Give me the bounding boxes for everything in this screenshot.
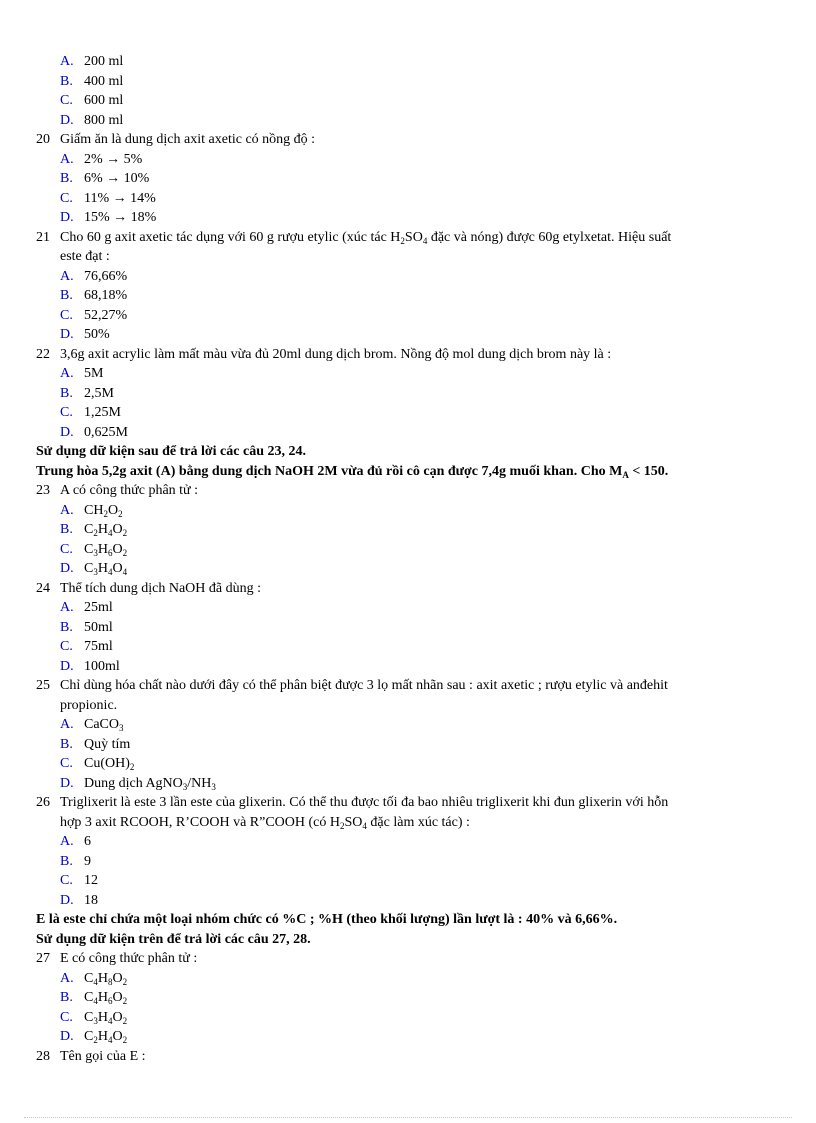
q26-question: 26 Triglixerit là este 3 lần este của glixerin. Có thể thu được tối đa bao nhiêu triglixerit khi đun glixerin với hỗn — [36, 795, 669, 810]
instruction-27-28: Sử dụng dữ kiện trên để trả lời các câu 27, 28. — [36, 931, 311, 947]
q25-option-c: C. $Cu(OH)_2$ — [60, 756, 135, 772]
data-23-24: Trung hòa 5,2g axit (A) bằng dung dịch NaOH 2M vừa đủ rồi cô cạn được 7,4g muối khan. Cho $M_A < 150$. — [36, 463, 669, 480]
q23-option-a: A. $CH_2O_2$ — [60, 502, 123, 519]
q27-option-b: B. $C_4H_6O_2$ — [60, 990, 128, 1006]
q25-option-b: B. Quỳ tím — [60, 736, 131, 752]
q21-question: 21 Cho 60 g axit axetic tác dụng với 60 g rượu etylic (xúc tác $H_2SO_4$ đặc và nóng) được 60g etylxetat. Hiệu suất — [36, 229, 672, 246]
page-bottom-divider — [24, 1117, 792, 1118]
q26-option-b: B. 9 — [60, 853, 91, 869]
instruction-23-24: Sử dụng dữ kiện sau để trả lời các câu 23, 24. — [36, 444, 306, 459]
q21-option-d: D. 50% — [60, 327, 110, 342]
q19-option-c: C. 600 ml — [60, 93, 124, 108]
q26-option-a: A. 6 — [60, 834, 91, 849]
q23-option-b: B. $C_2H_4O_2$ — [60, 522, 128, 538]
q20-option-d: D. 15% → 18% — [60, 210, 157, 225]
q27-question: 27 E có công thức phân tử : — [36, 951, 198, 966]
q24-question: 24 Thể tích dung dịch NaOH đã dùng : — [36, 580, 262, 596]
q22-option-a: A. 5M — [60, 366, 104, 381]
q25-question: 25 Chỉ dùng hóa chất nào dưới đây có thể phân biệt được 3 lọ mất nhãn sau : axit axetic ; rượu etylic và anđehit — [36, 678, 668, 693]
q22-option-d: D. 0,625M — [60, 424, 128, 440]
q23-option-d: D. $C_3H_4O_4$ — [60, 561, 128, 577]
document-page — [36, 52, 776, 1066]
q24-option-a: A. 25ml — [60, 600, 113, 615]
q24-option-d: D. 100ml — [60, 658, 120, 674]
q25-option-d: D. Dung dịch $AgNO_3/NH_3$ — [60, 775, 216, 792]
q22-option-c: C. 1,25M — [60, 405, 121, 420]
q21-question-continued: este đạt : — [60, 249, 110, 264]
q21-option-b: B. 68,18% — [60, 288, 128, 303]
q25-question-continued: propionic. — [60, 697, 118, 713]
q19-option-a: A. 200 ml — [60, 54, 124, 69]
q27-option-c: C. $C_3H_4O_2$ — [60, 1009, 128, 1026]
q22-question: 22 3,6g axit acrylic làm mất màu vừa đủ 20ml dung dịch brom. Nồng độ mol dung dịch brom này là : — [36, 346, 612, 362]
q20-option-a: A. 2% → 5% — [60, 151, 143, 167]
q25-option-a: A. CaCO$_3$ — [60, 717, 124, 733]
q23-option-c: C. $C_3H_6O_2$ — [60, 541, 128, 558]
data-27-28: E là este chỉ chứa một loại nhóm chức có %C ; %H (theo khối lượng) lần lượt là : 40% và 6,66%. — [36, 912, 618, 927]
q26-option-c: C. 12 — [60, 873, 98, 888]
q19-option-d: D. 800 ml — [60, 112, 124, 128]
q28-question: 28 Tên gọi của E : — [36, 1048, 146, 1064]
q27-option-a: A. $C_4H_8O_2$ — [60, 970, 128, 987]
q26-question-continued: hợp 3 axit RCOOH, R’COOH và R”COOH (có $H_2SO_4$ đặc làm xúc tác) : — [60, 814, 470, 831]
q22-option-b: B. 2,5M — [60, 385, 114, 401]
q19-option-b: B. 400 ml — [60, 73, 124, 89]
q20-option-c: C. 11% → 14% — [60, 190, 156, 206]
q21-option-c: C. 52,27% — [60, 307, 128, 323]
q20-question: 20 Giấm ăn là dung dịch axit axetic có nồng độ : — [36, 132, 316, 147]
q20-option-b: B. 6% → 10% — [60, 171, 150, 186]
q24-option-c: C. 75ml — [60, 639, 113, 654]
q24-option-b: B. 50ml — [60, 619, 113, 635]
q27-option-d: D. $C_2H_4O_2$ — [60, 1029, 128, 1045]
q23-question: 23 A có công thức phân tử : — [36, 483, 199, 498]
q21-option-a: A. 76,66% — [60, 268, 128, 284]
q26-option-d: D. 18 — [60, 892, 98, 908]
